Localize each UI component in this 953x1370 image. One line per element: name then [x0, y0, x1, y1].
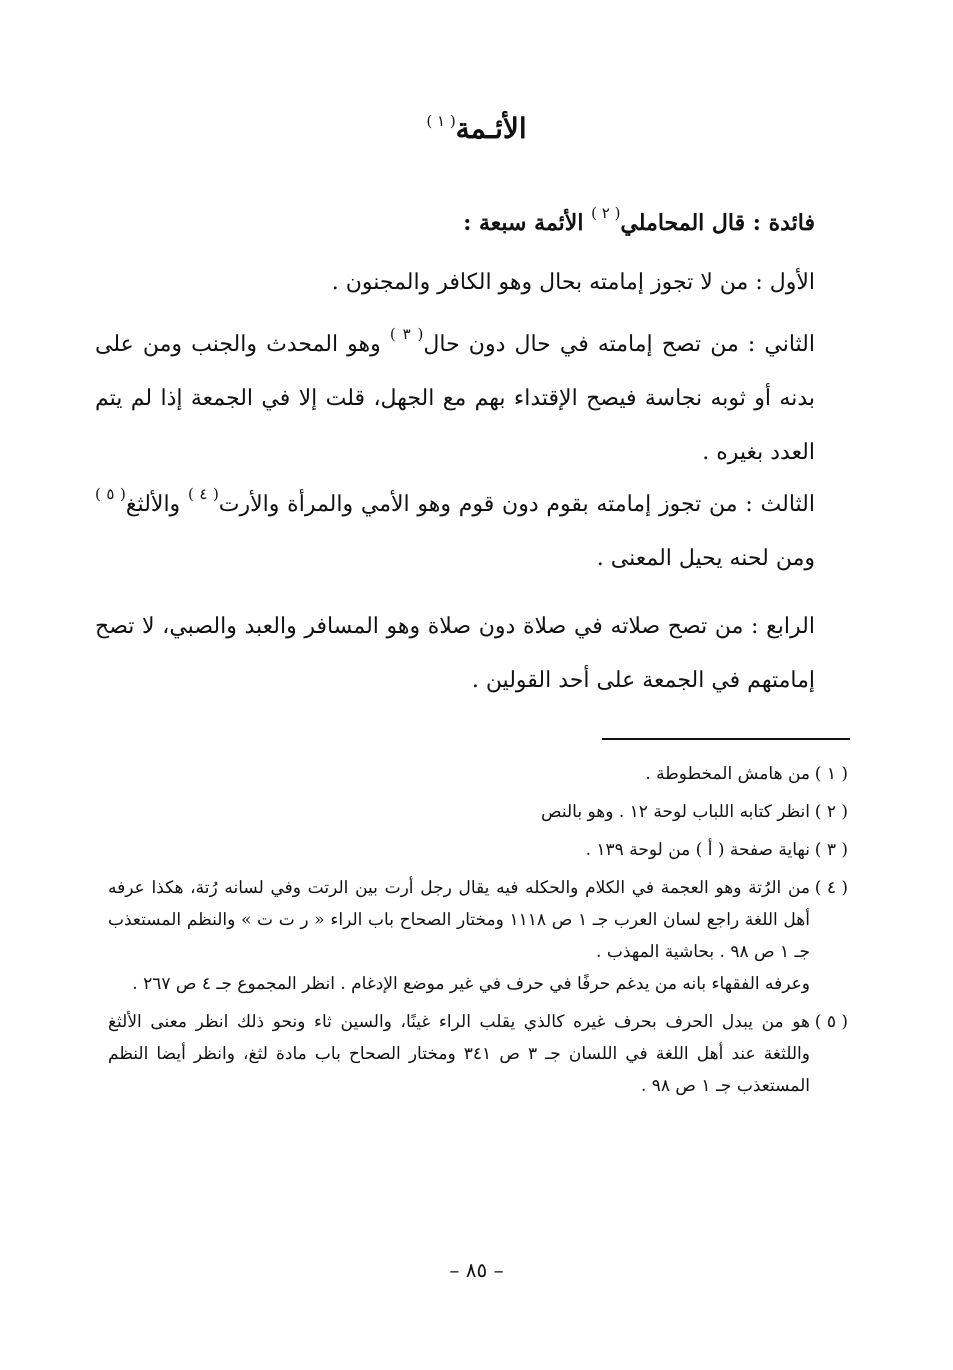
footnote-text: هو من يبدل الحرف بحرف غيره كالذي يقلب الراء غينًا، والسين ثاء ونحو ذلك انظر معنى الألثغ واللثغة عند أهل اللغة في اللسان جـ ٣ ص ٣٤١ ومختار الصحاح باب مادة لثغ، وانظر أيضا النظم المستعذب جـ ١ ص ٩٨ .	[108, 1012, 810, 1096]
footnote-number: ( ١ )	[814, 764, 848, 784]
footnotes	[108, 758, 848, 1102]
footnote-text: نهاية صفحة ( أ ) من لوحة ١٣٩ .	[585, 840, 810, 860]
third-text-b: والألثغ	[125, 492, 188, 517]
footnote-3	[108, 834, 848, 866]
footnote-text: من هامش المخطوطة .	[645, 764, 810, 784]
footnote-text: انظر كتابه اللباب لوحة ١٢ . وهو بالنص	[541, 802, 810, 822]
third-text-c: ومن لحنه يحيل المعنى .	[596, 546, 815, 571]
title-footnote-ref: ( ١ )	[426, 112, 456, 130]
third-text-a: الثالث : من تجوز إمامته بقوم دون قوم وهو الأمي والمرأة والأرت	[218, 492, 815, 517]
fayda-text-b: الأئمة سبعة :	[463, 210, 592, 236]
footnote-text: من الرُتة وهو العجمة في الكلام والحكله فيه يقال رجل أرت بين الرتت وفي لسانه رُتة، هكذا عرفه أهل اللغة راجع لسان العرب جـ ١ ص ١١١٨ ومختار الصحاح باب الراء « ر ت ت » والنظم المستعذب جـ ١ ص ٩٨ . بحاشية المهذب .	[108, 878, 810, 962]
footnote-number: ( ٢ )	[814, 802, 848, 822]
footnote-ref-4: ( ٤ )	[187, 485, 219, 503]
footnote-5	[108, 1006, 848, 1102]
title-text: الأئـمة	[455, 112, 527, 145]
first-text: الأول : من لا تجوز إمامته بحال وهو الكافر والمجنون .	[331, 270, 815, 295]
footnote-text: وعرفه الفقهاء بانه من يدغم حرفًا في حرف في غير موضع الإدغام . انظر المجموع جـ ٤ ص ٢٦٧ .	[132, 974, 810, 994]
footnote-number: ( ٥ )	[814, 1012, 848, 1032]
footnote-ref-2: ( ٢ )	[591, 204, 621, 222]
paragraph-fourth	[95, 600, 815, 708]
paragraph-second	[95, 318, 815, 480]
paragraph-first	[95, 256, 815, 310]
footnote-4	[108, 872, 848, 968]
footnote-ref-3: ( ٣ )	[389, 325, 424, 343]
footnote-number: ( ٣ )	[814, 840, 848, 860]
footnote-separator	[602, 738, 850, 740]
footnote-4-continued	[108, 968, 848, 1000]
second-text-a: الثاني : من تصح إمامته في حال دون حال	[423, 332, 815, 357]
footnote-ref-5: ( ٥ )	[95, 485, 126, 503]
page-number: – ٨٥ –	[449, 1258, 504, 1282]
page-title	[0, 112, 953, 145]
fayda-label: فائدة :	[752, 210, 815, 236]
paragraph-third	[95, 478, 815, 586]
fayda-text-a: قال المحاملي	[620, 210, 753, 236]
footnote-1	[108, 758, 848, 790]
paragraph-fayda	[95, 196, 815, 251]
fourth-text: الرابع : من تصح صلاته في صلاة دون صلاة وهو المسافر والعبد والصبي، لا تصح إمامتهم في الجمعة على أحد القولين .	[95, 614, 815, 693]
second-text-b: وهو المحدث والجنب ومن على بدنه أو ثوبه نجاسة فيصح الإقتداء بهم مع الجهل، قلت إلا في الجمعة إذا لم يتم العدد بغيره .	[95, 332, 815, 465]
footnote-2	[108, 796, 848, 828]
footnote-number: ( ٤ )	[814, 878, 848, 898]
